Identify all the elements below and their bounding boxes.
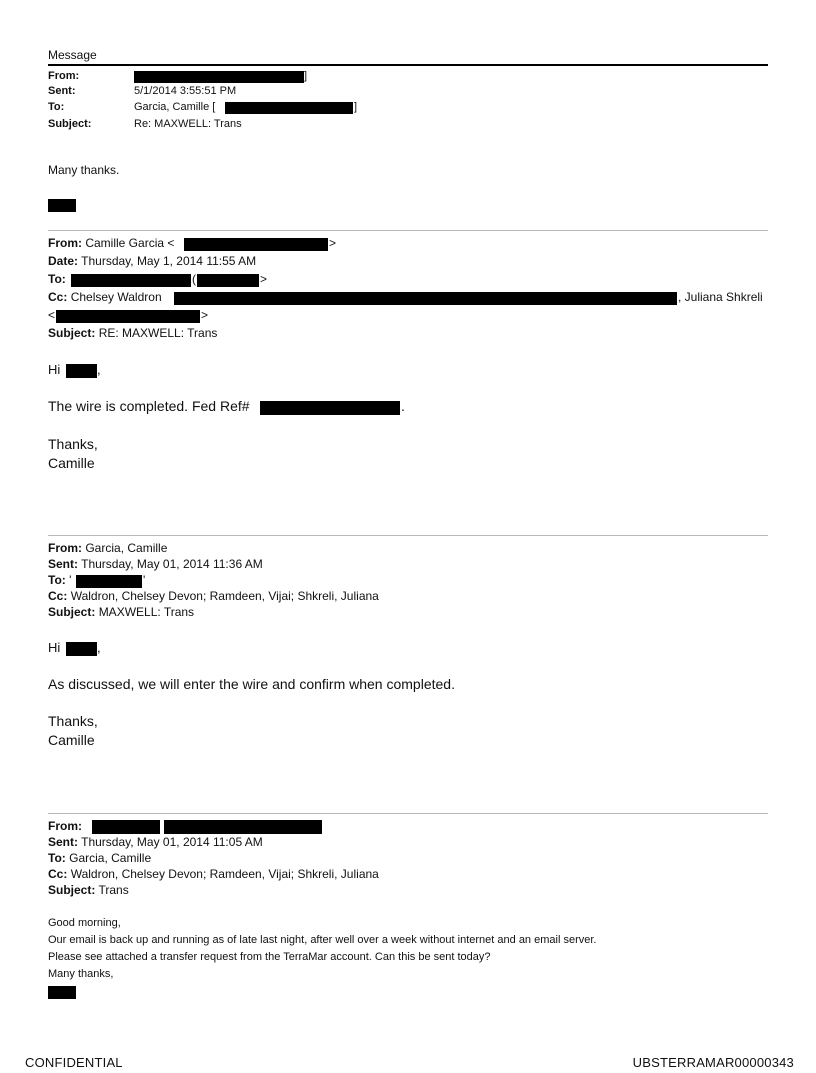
date-value: Thursday, May 1, 2014 11:55 AM	[81, 254, 257, 268]
sent-label: Sent:	[48, 835, 78, 849]
section-divider	[48, 230, 768, 231]
email3-from	[48, 541, 167, 555]
date-label: Date:	[48, 254, 79, 268]
email2-to	[48, 272, 66, 286]
from-value: Camille Garcia <	[85, 236, 175, 250]
to-quote: '	[143, 573, 146, 587]
redaction-block	[184, 238, 328, 251]
email4-line1: Good morning,	[48, 917, 121, 929]
to-value: Garcia, Camille	[69, 851, 152, 865]
to-label: To:	[48, 851, 66, 865]
sent-label: Sent:	[48, 557, 78, 571]
bates-number: UBSTERRAMAR00000343	[632, 1055, 794, 1070]
email3-greeting: Hi	[48, 640, 61, 655]
reply-body: Many thanks.	[48, 163, 120, 177]
message-label: Message	[48, 48, 97, 62]
to-quote: '	[69, 573, 72, 587]
redaction-block	[164, 820, 322, 834]
email4-line3: Please see attached a transfer request from the TerraMar account. Can this be sent today?	[48, 951, 491, 963]
email3-to	[48, 573, 71, 587]
bracket-close: ]	[354, 101, 358, 113]
cc-label: Cc:	[48, 867, 68, 881]
redaction-block	[56, 310, 200, 323]
comma: ,	[97, 362, 101, 377]
period: .	[401, 398, 405, 414]
header-divider	[48, 64, 768, 66]
confidential-label: CONFIDENTIAL	[25, 1055, 123, 1070]
email3-signoff: Thanks,	[48, 713, 98, 729]
cc-label: Cc:	[48, 290, 68, 304]
from-label: From:	[48, 541, 82, 555]
email4-sent	[48, 835, 263, 849]
subject-value: Trans	[98, 883, 129, 897]
redaction-block	[66, 364, 97, 378]
subject-label: Subject:	[48, 326, 96, 340]
redaction-block	[260, 401, 400, 415]
email4-line2: Our email is back up and running as of late last night, after well over a week without internet and an email server.	[48, 934, 597, 946]
redaction-block	[197, 274, 259, 287]
paren-open: (	[192, 272, 196, 286]
email2-greeting: Hi	[48, 362, 61, 377]
signature-redaction	[48, 986, 76, 999]
cc-value: Chelsey Waldron	[70, 290, 162, 304]
to-label: To:	[48, 573, 66, 587]
sent-label: Sent:	[48, 85, 76, 97]
redaction-block	[71, 274, 191, 287]
signature-redaction	[48, 199, 76, 212]
redaction-block	[66, 642, 97, 656]
angle-close: >	[329, 236, 337, 250]
section-divider	[48, 813, 768, 814]
to-label: To:	[48, 101, 65, 113]
subject-value: Re: MAXWELL: Trans	[134, 118, 242, 130]
from-label: From:	[48, 236, 82, 250]
to-label: To:	[48, 272, 66, 286]
redaction-block	[225, 102, 353, 114]
comma: ,	[97, 640, 101, 655]
email3-cc	[48, 589, 379, 603]
email3-signature: Camille	[48, 732, 95, 748]
email2-subject	[48, 326, 217, 340]
subject-label: Subject:	[48, 118, 92, 130]
redaction-block	[76, 575, 142, 588]
email2-signoff: Thanks,	[48, 436, 98, 452]
email4-to	[48, 851, 151, 865]
email2-cc	[48, 290, 162, 304]
email2-from	[48, 236, 174, 250]
cc-line2-open: <	[48, 308, 56, 322]
to-value: Garcia, Camille [	[134, 101, 216, 113]
bracket-close: ]	[304, 70, 308, 82]
redaction-block	[134, 71, 304, 83]
from-label: From:	[48, 819, 82, 833]
email4-subject	[48, 883, 129, 897]
angle-close: >	[260, 272, 268, 286]
email2-body: The wire is completed. Fed Ref#	[48, 398, 250, 414]
email2-signature: Camille	[48, 455, 95, 471]
redaction-block	[174, 292, 677, 305]
from-label: From:	[48, 70, 80, 82]
cc-value: Waldron, Chelsey Devon; Ramdeen, Vijai; Shkreli, Juliana	[70, 589, 379, 603]
email3-body: As discussed, we will enter the wire and confirm when completed.	[48, 676, 455, 692]
section-divider	[48, 535, 768, 536]
subject-label: Subject:	[48, 605, 96, 619]
email4-line4: Many thanks,	[48, 968, 114, 980]
sent-value: Thursday, May 01, 2014 11:05 AM	[81, 835, 263, 849]
cc-label: Cc:	[48, 589, 68, 603]
redaction-block	[92, 820, 160, 834]
subject-label: Subject:	[48, 883, 96, 897]
subject-value: MAXWELL: Trans	[98, 605, 195, 619]
sent-value: 5/1/2014 3:55:51 PM	[134, 85, 237, 97]
email2-date	[48, 254, 256, 268]
subject-value: RE: MAXWELL: Trans	[98, 326, 218, 340]
email3-sent	[48, 557, 263, 571]
email4-cc	[48, 867, 379, 881]
angle-close: >	[201, 308, 209, 322]
email3-subject	[48, 605, 194, 619]
cc-tail: , Juliana Shkreli	[678, 290, 763, 304]
sent-value: Thursday, May 01, 2014 11:36 AM	[81, 557, 263, 571]
from-value: Garcia, Camille	[85, 541, 168, 555]
email4-from	[48, 819, 82, 833]
cc-value: Waldron, Chelsey Devon; Ramdeen, Vijai; Shkreli, Juliana	[70, 867, 379, 881]
